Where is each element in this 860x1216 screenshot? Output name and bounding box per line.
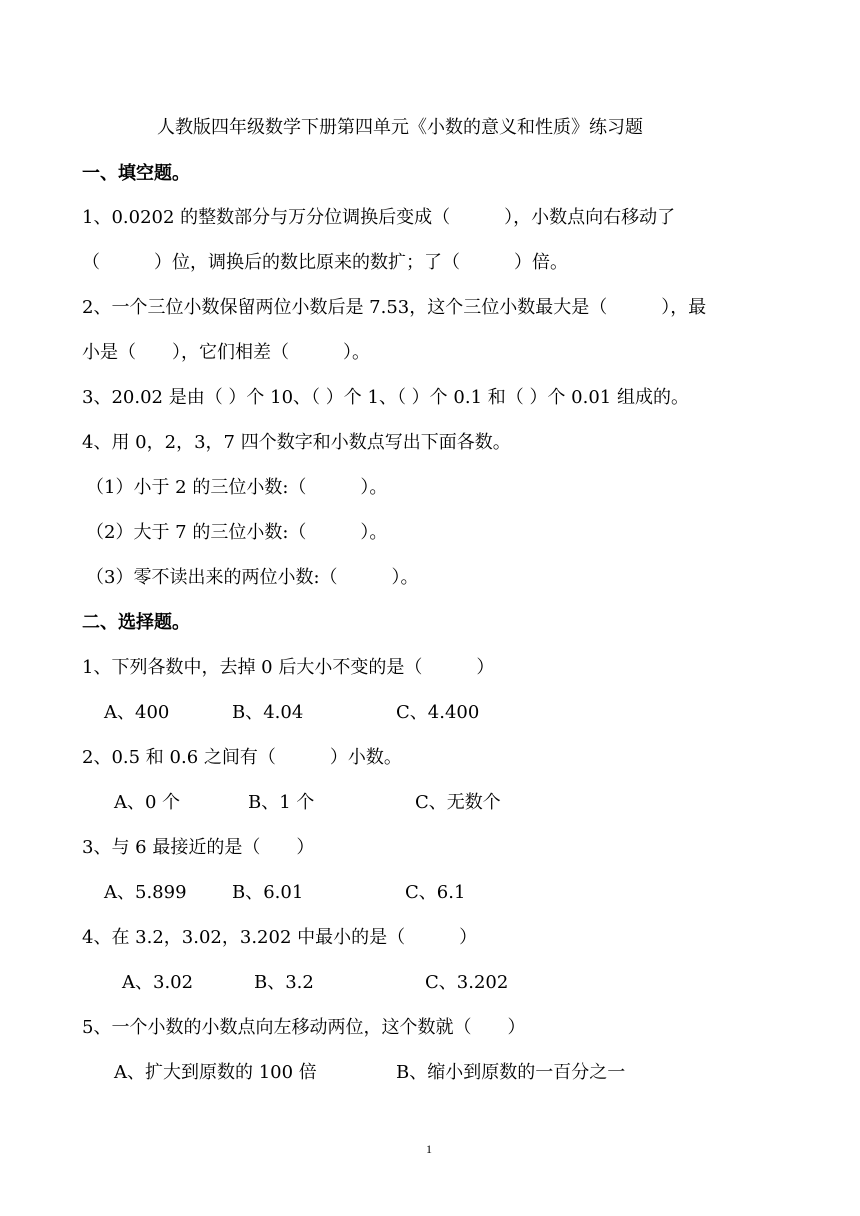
page-number: 1 (426, 1142, 432, 1156)
choice-4-option-c: C、3.202 (425, 972, 509, 993)
choice-4-option-b: B、3.2 (254, 972, 314, 993)
fill-question-4-part-3: （3）零不读出来的两位小数:（ ）。 (86, 567, 419, 588)
choice-3-option-c: C、6.1 (405, 882, 466, 903)
choice-5-option-a: A、扩大到原数的 100 倍 (114, 1062, 317, 1083)
fill-question-3: 3、20.02 是由（ ）个 10、（ ）个 1、（ ）个 0.1 和（ ）个 0.01 组成的。 (82, 387, 689, 408)
choice-3-option-b: B、6.01 (232, 882, 304, 903)
choice-2-option-b: B、1 个 (248, 792, 315, 813)
choice-5-option-b: B、缩小到原数的一百分之一 (396, 1062, 626, 1083)
choice-2-option-c: C、无数个 (415, 792, 501, 813)
fill-question-2-line-2: 小是（ ），它们相差（ ）。 (82, 342, 370, 363)
choice-1-option-c: C、4.400 (396, 702, 480, 723)
choice-question-5: 5、一个小数的小数点向左移动两位，这个数就（ ） (82, 1017, 526, 1038)
choice-1-option-a: A、400 (104, 702, 170, 723)
section-heading-choice: 二、选择题。 (82, 612, 190, 633)
fill-question-1-line-1: 1、0.0202 的整数部分与万分位调换后变成（ ），小数点向右移动了 (82, 207, 676, 228)
section-heading-fill-in: 一、填空题。 (82, 163, 190, 184)
fill-question-4: 4、用 0，2，3，7 四个数字和小数点写出下面各数。 (82, 432, 511, 453)
choice-2-option-a: A、0 个 (114, 792, 181, 813)
choice-question-1: 1、下列各数中，去掉 0 后大小不变的是（ ） (82, 657, 495, 678)
choice-question-2: 2、0.5 和 0.6 之间有（ ）小数。 (82, 747, 402, 768)
choice-question-3: 3、与 6 最接近的是（ ） (82, 837, 315, 858)
page-title: 人教版四年级数学下册第四单元《小数的意义和性质》练习题 (157, 117, 643, 138)
choice-1-option-b: B、4.04 (232, 702, 304, 723)
fill-question-1-line-2: （ ）位，调换后的数比原来的数扩；了（ ）倍。 (82, 252, 568, 273)
fill-question-4-part-1: （1）小于 2 的三位小数:（ ）。 (86, 477, 388, 498)
choice-4-option-a: A、3.02 (122, 972, 194, 993)
fill-question-2-line-1: 2、一个三位小数保留两位小数后是 7.53，这个三位小数最大是（ ），最 (82, 297, 707, 318)
choice-3-option-a: A、5.899 (104, 882, 187, 903)
choice-question-4: 4、在 3.2，3.02，3.202 中最小的是（ ） (82, 927, 478, 948)
fill-question-4-part-2: （2）大于 7 的三位小数:（ ）。 (86, 522, 388, 543)
